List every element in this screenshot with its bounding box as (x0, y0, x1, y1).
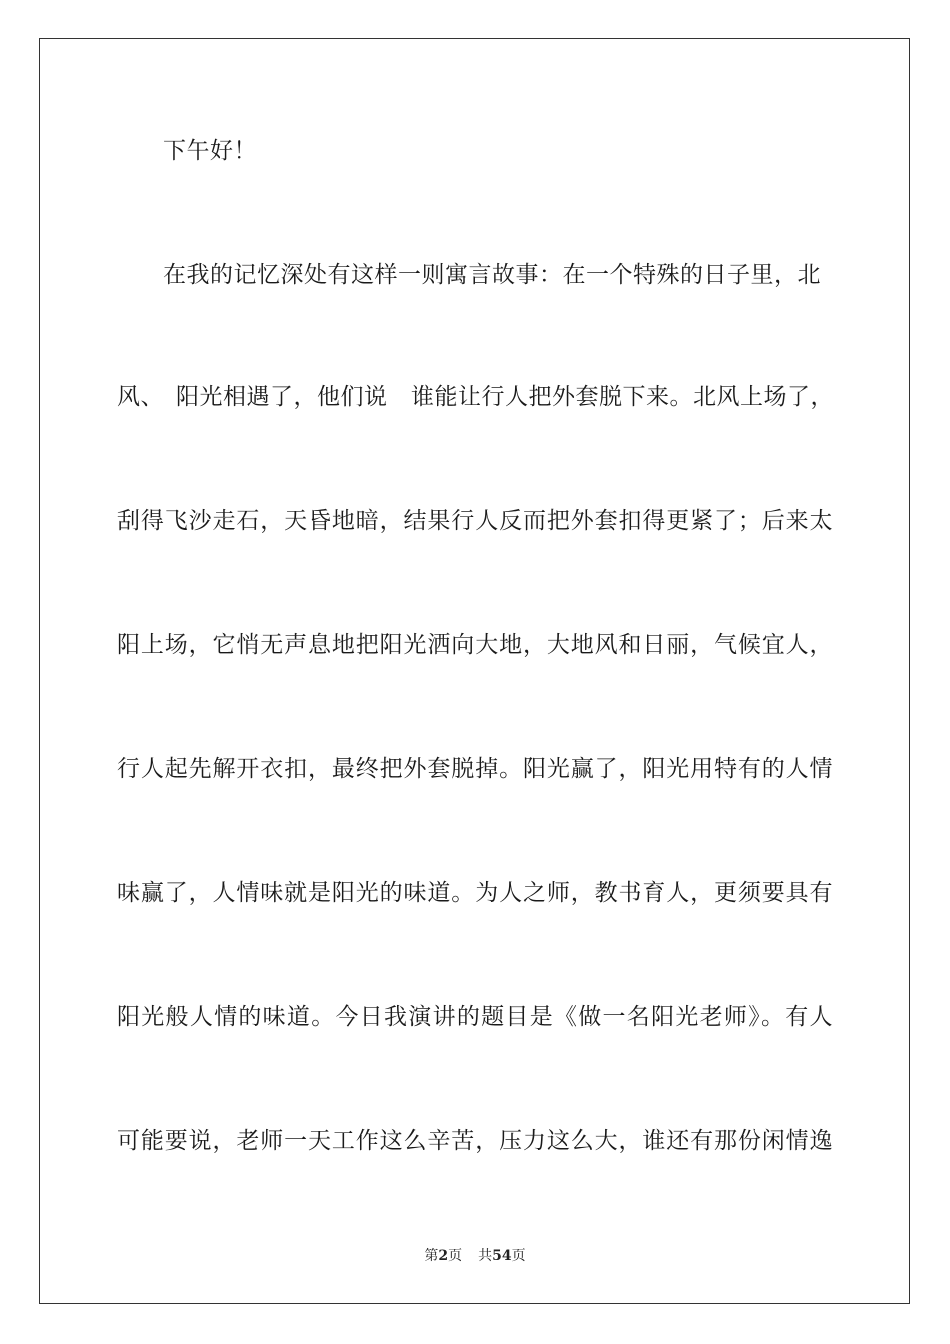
page-frame (39, 38, 910, 1304)
page-footer (0, 1246, 950, 1266)
paragraph-line-2: 风、 阳光相遇了，他们说 谁能让行人把外套脱下来。北风上场了， (117, 384, 834, 410)
total-pages-suffix: 页 (511, 1248, 526, 1264)
page-number-suffix: 页 (448, 1248, 463, 1264)
paragraph-line-1: 在我的记忆深处有这样一则寓言故事：在一个特殊的日子里，北 (163, 262, 821, 288)
paragraph-line-3: 刮得飞沙走石，天昏地暗，结果行人反而把外套扣得更紧了；后来太 (117, 508, 833, 534)
paragraph-line-8: 可能要说，老师一天工作这么辛苦，压力这么大，谁还有那份闲情逸 (117, 1128, 833, 1154)
paragraph-line-5: 行人起先解开衣扣，最终把外套脱掉。阳光赢了，阳光用特有的人情 (117, 756, 833, 782)
total-pages-prefix: 共 (478, 1248, 493, 1264)
paragraph-line-6: 味赢了，人情味就是阳光的味道。为人之师，教书育人，更须要具有 (117, 880, 833, 906)
greeting-line: 下午好！ (163, 138, 257, 164)
current-page-number: 2 (438, 1248, 449, 1264)
page-number-prefix: 第 (424, 1248, 439, 1264)
paragraph-line-4: 阳上场，它悄无声息地把阳光洒向大地，大地风和日丽，气候宜人， (117, 632, 833, 658)
paragraph-line-7: 阳光般人情的味道。今日我演讲的题目是《做一名阳光老师》。有人 (117, 1004, 833, 1030)
total-page-count: 54 (492, 1248, 512, 1264)
